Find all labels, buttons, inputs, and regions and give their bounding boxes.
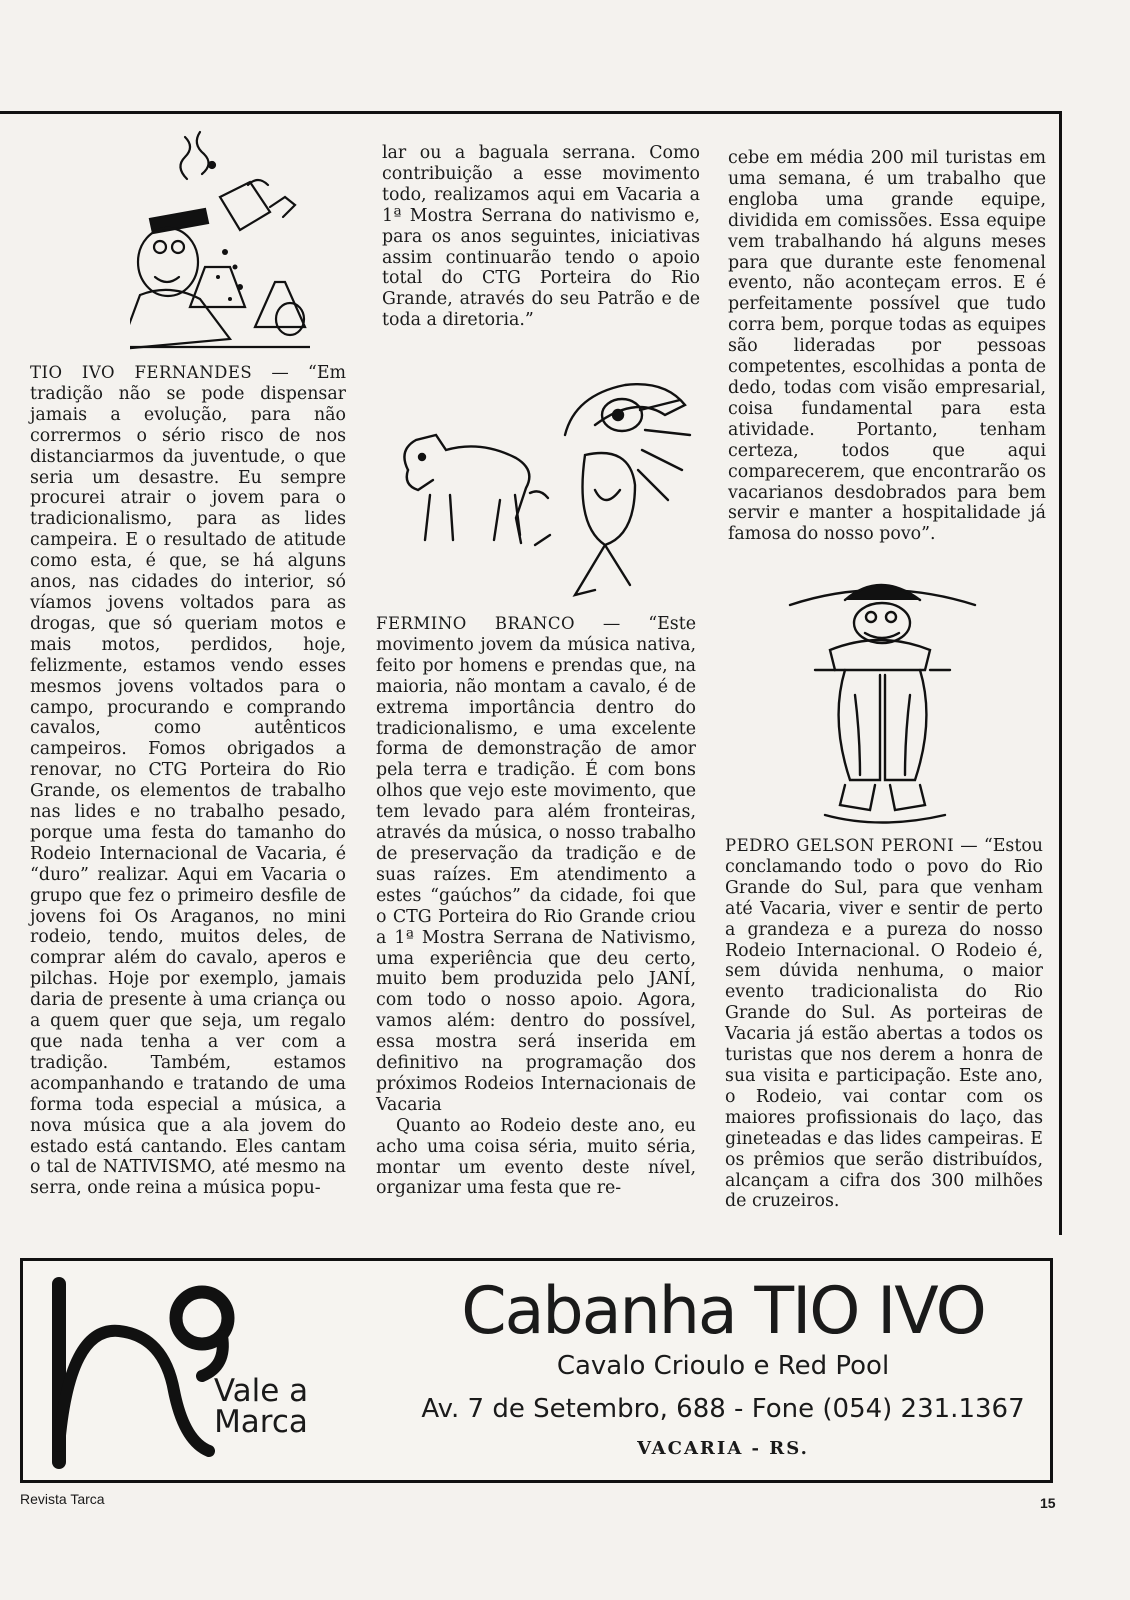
quote-text: — “Estou conclamando todo o povo do Rio Grande do Sul, para que venham até Vacaria, viver e sentir de perto a grandeza e a pureza do nosso Rodeio Internacional. O Rodeio é, sem dúvida nenhuma, o maior evento tradicionalista do Rio Grande do Sul. As porteiras de Vacaria já estão abertas a todos os turistas que nos derem a honra de sua visita e participação. Este ano, o Rodeio, vai contar com os maiores profissionais do laço, das gineteadas e das lides campeiras. E os prêmios que serão distribuídos, alcançam a cifra dos 300 milhões de cruzeiros. [725,836,1043,1212]
quote-text: — “Este movimento jovem da música nativa, feito por homens e prendas que, na maioria, não montam a cavalo, é de extrema importância dentro do tradicionalismo, e uma excelente forma de demonstração de amor pela terra e tradição. É com bons olhos que vejo este movimento, que tem levado para além fronteiras, através da música, o nosso trabalho de preservação da tradição e de suas raízes. Em atendimento a estes “gaúchos” da cidade, foi que o CTG Porteira do Rio Grande criou a 1ª Mostra Serrana de Nativismo, uma experiência que deu certo, muito bem produzida pelo JANÍ, com todo o nosso apoio. Agora, vamos além: dentro do possível, essa mostra será inserida em definitivo na programação dos próximos Rodeios Internacionais de Vacaria [376,614,697,1115]
column-rule [1059,111,1062,1235]
gaucho-with-hat-illustration [785,575,980,835]
speaker-name: FERMINO BRANCO [376,614,575,633]
article-column-3-bottom [725,836,1043,1212]
ad-city: VACARIA - RS. [637,1438,809,1459]
column-1-paragraph [30,363,346,1199]
column-3-paragraph [725,836,1043,1212]
quote-text: — “Em tradição não se pode dispensar jamais a evolução, para não corrermos o sério risco de nos distanciarmos da juventude, o que seria um desastre. Eu sempre procurei atrair o jovem para o tradicionalismo, para as lides campeira. E o resultado de atitude como esta, é que, se há alguns anos, nas cidades do interior, só víamos jovens voltados para as drogas, que só queriam motos e mais motos, perdidos, hoje, felizmente, estamos vendo esses mesmos jovens voltados para o campo, procurando e comprando cavalos, como autênticos campeiros. Fomos obrigados a renovar, no CTG Porteira do Rio Grande, os elementos de trabalho nas lides e no trabalho pesado, porque uma festa do tamanho do Rodeio Internacional de Vacaria, é “duro” realizar. Aqui em Vacaria o grupo que fez o primeiro desfile de jovens foi Os Araganos, no mini rodeio, tendo, muitos deles, de comprar além do cavalo, aperos e pilchas. Hoje por exemplo, jamais daria de presente à uma criança ou a quem quer que seja, um regalo que nada tenha a ver com a tradição. Também, estamos acompanhando e tratando de uma forma toda especial a música, a nova música que a ala jovem do estado está cantando. Eles cantam o tal de NATIVISMO, até mesmo na serra, onde reina a música popu- [30,363,347,1199]
gaucho-and-horse-illustration [390,375,710,605]
page-number: 15 [1040,1495,1056,1511]
column-2-paragraph [376,614,696,1116]
ad-address: Av. 7 de Setembro, 688 - Fone (054) 231.1367 [421,1394,1025,1424]
quote-text: lar ou a baguala serrana. Como contribuição a esse movimento todo, realizamos aqui em Vacaria a 1ª Mostra Serrana do nativismo e, para os anos seguintes, iniciativas assim continuarão tendo o apoio total do CTG Porteira do Rio Grande, através do seu Patrão e de toda a diretoria.” [382,143,700,331]
ad-slogan-line-2: Marca [214,1404,308,1440]
quote-text: cebe em média 200 mil turistas em uma semana, é um trabalho que engloba uma grande equipe, dividida em comissões. Essa equipe vem trabalhando há alguns meses para que durante este fenomenal evento, não aconteçam erros. E é perfeitamente possível que tudo corra bem, porque todas as equipes são lideradas por pessoas competentes, escolhidas a ponta de dedo, todas com visão empresarial, coisa fundamental para esta atividade. Portanto, tenham certeza, todos que aqui comparecerem, que encontrarão os vacarianos desdobrados para bem servir e manter a hospitalidade já famosa do nosso povo”. [728,148,1046,545]
quote-text-continued: Quanto ao Rodeio deste ano, eu acho uma coisa séria, muito séria, montar um evento deste nível, organizar uma festa que re- [376,1115,696,1199]
article-column-1 [30,363,346,1199]
article-column-2-top [382,143,700,331]
ad-business-name: Cabanha TIO IVO [461,1274,985,1349]
scientist-caricature-illustration [130,127,310,357]
ad-slogan-line-1: Vale a [213,1373,309,1409]
ad-slogan [201,1373,321,1440]
speaker-name: TIO IVO FERNANDES [30,363,253,382]
speaker-name: PEDRO GELSON PERONI [725,836,955,855]
ad-subtitle: Cavalo Crioulo e Red Pool [556,1351,890,1381]
article-column-2-bottom [376,614,696,1199]
ti-brand-logo [37,1276,237,1471]
publication-name: Revista Tarca [20,1491,105,1507]
top-rule [0,111,1062,114]
advertisement-box [20,1258,1053,1483]
article-column-3-top [728,148,1046,545]
